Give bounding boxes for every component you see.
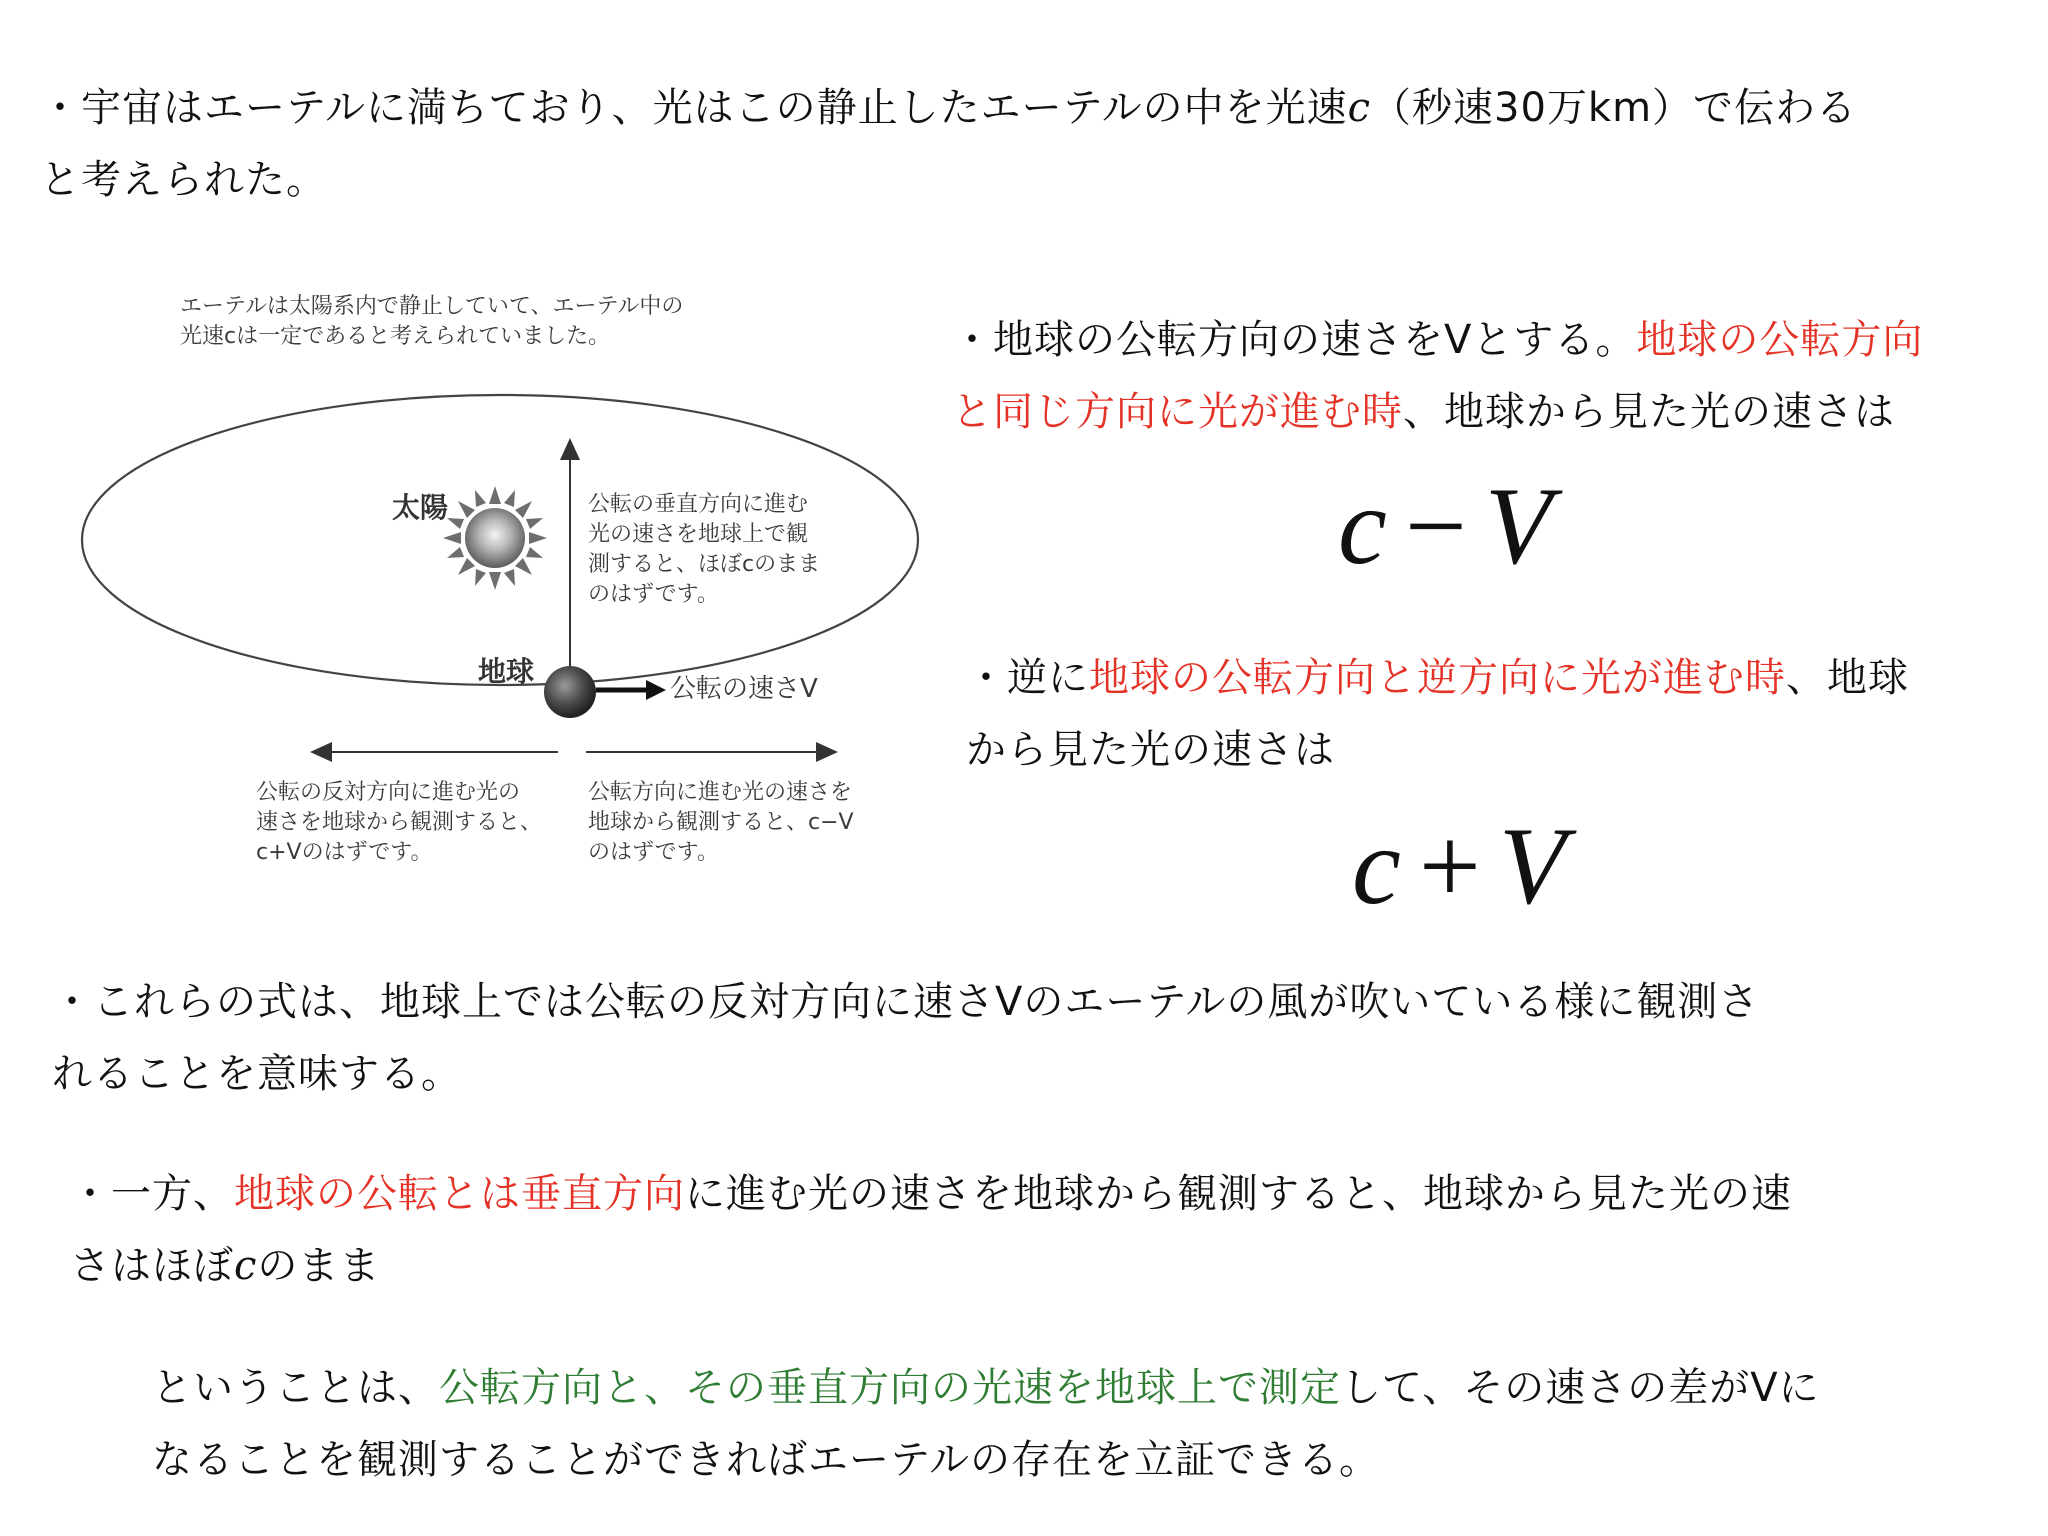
formula-c-minus-v [1338, 466, 1552, 586]
opposite-direction-highlight: 地球の公転方向と逆方向に光が進む時 [1089, 655, 1786, 701]
perpendicular-highlight: 地球の公転とは垂直方向 [234, 1171, 685, 1217]
conclusion-suffix: して、その速さの差がVに [1341, 1365, 1820, 1411]
figure-caption [180, 292, 683, 352]
opposite-direction-suffix: 、地球 [1786, 655, 1909, 701]
velocity-label: 公転の速さV [670, 674, 818, 704]
perpendicular-line2-suffix: のまま [257, 1243, 381, 1289]
conclusion-paragraph [152, 1352, 1820, 1496]
perpendicular-line2-prefix: さはほぼ [70, 1243, 234, 1289]
earth-icon [544, 666, 596, 718]
formula-v: V [1498, 805, 1567, 927]
ether-wind-line2: れることを意味する。 [52, 1051, 462, 1097]
perpendicular-note-line: のはずです。 [588, 582, 719, 607]
light-speed-symbol: c [234, 1243, 258, 1289]
opposite-direction-line2: から見た光の速さは [966, 727, 1335, 773]
ether-orbit-figure [70, 290, 950, 910]
opposite-direction-note [256, 778, 542, 868]
opposite-direction-paragraph [966, 642, 1909, 786]
intro-line1-suffix: （秒速30万km）で伝わる [1371, 85, 1858, 131]
same-direction-highlight-1: 地球の公転方向 [1636, 317, 1924, 363]
ether-wind-paragraph [52, 966, 1759, 1110]
same-direction-highlight-2: と同じ方向に光が進む時 [952, 389, 1403, 435]
sun-icon [443, 486, 547, 590]
formula-minus-operator: − [1404, 465, 1467, 587]
formula-c: c [1352, 805, 1401, 927]
same-direction-note [588, 778, 854, 868]
earth-label: 地球 [478, 655, 535, 688]
same-note-line: のはずです。 [588, 840, 719, 865]
light-speed-symbol: c [1347, 85, 1372, 131]
formula-v: V [1484, 465, 1553, 587]
conclusion-prefix: ということは、 [152, 1365, 439, 1411]
ether-wind-line1: ・これらの式は、地球上では公転の反対方向に速さVのエーテルの風が吹いている様に観測さ [52, 979, 1760, 1025]
same-note-line: 地球から観測すると、c−V [588, 810, 854, 835]
formula-plus-operator: + [1418, 805, 1481, 927]
opposite-note-line: 公転の反対方向に進む光の [256, 780, 521, 805]
sun-label: 太陽 [392, 491, 449, 524]
perpendicular-suffix: に進む光の速さを地球から観測すると、地球から見た光の速 [685, 1171, 1792, 1217]
figure-caption-line2: 光速cは一定であると考えられていました。 [180, 324, 611, 349]
opposite-note-line: c+Vのはずです。 [256, 840, 433, 865]
intro-line1-prefix: ・宇宙はエーテルに満ちており、光はこの静止したエーテルの中を光速 [40, 85, 1348, 131]
formula-c-plus-v [1352, 806, 1566, 926]
same-direction-paragraph [952, 304, 1923, 448]
conclusion-line2: なることを観測することができればエーテルの存在を立証できる。 [152, 1437, 1380, 1483]
opposite-note-line: 速さを地球から観測すると、 [256, 810, 543, 835]
perpendicular-note [588, 490, 820, 610]
formula-c: c [1338, 465, 1387, 587]
perpendicular-note-line: 光の速さを地球上で観 [588, 522, 809, 547]
perpendicular-prefix: ・一方、 [70, 1171, 234, 1217]
opposite-direction-prefix: ・逆に [966, 655, 1089, 701]
same-direction-prefix: ・地球の公転方向の速さをVとする。 [952, 317, 1637, 363]
intro-paragraph [40, 72, 1857, 216]
intro-line2: と考えられた。 [40, 157, 327, 203]
perpendicular-note-line: 公転の垂直方向に進む [588, 492, 809, 517]
same-note-line: 公転方向に進む光の速さを [588, 780, 853, 805]
perpendicular-note-line: 測すると、ほぼcのまま [588, 552, 821, 577]
figure-caption-line1: エーテルは太陽系内で静止していて、エーテル中の [180, 294, 684, 319]
velocity-arrow [596, 680, 666, 700]
conclusion-highlight: 公転方向と、その垂直方向の光速を地球上で測定 [439, 1365, 1341, 1411]
same-direction-suffix: 、地球から見た光の速さは [1403, 389, 1895, 435]
perpendicular-paragraph [70, 1158, 1792, 1302]
